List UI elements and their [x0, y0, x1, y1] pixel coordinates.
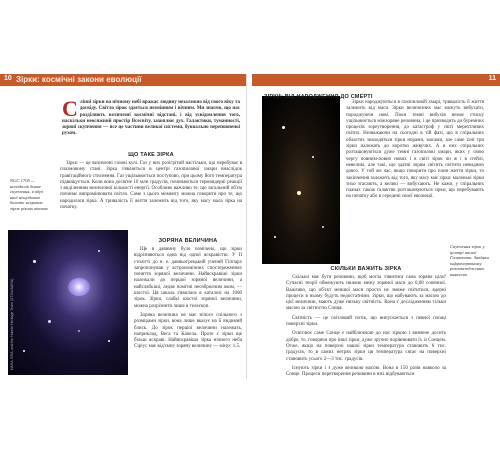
galaxy-core — [68, 278, 90, 296]
paragraph: Зірки — це величезні газові кулі. Газ у них розігрітий настільки, що перебуває в плазмовому стані. Зірка з'являється в центрі газопилової хмари внаслідок гравітаційного стиснення. Газ ущільнюється поступово, при цьому його температура підвищується. Коли вона досягне 10 млн градусів, починаються термоядерні реакції з виділенням величезної кількості енергії. Особливо важливо те, що загальний об'єм починає випромінювати світло. Саме з цього моменту можна говорити про те, що народилася зірка. А тривалість її життя залежить від того, яку масу мала зірка на початку. — [60, 161, 242, 211]
mass-column — [286, 262, 446, 381]
right-page — [252, 74, 500, 379]
star-dot — [297, 191, 301, 195]
magnitude-column — [134, 234, 242, 354]
right-header-bar — [252, 74, 500, 86]
star-dot — [274, 236, 276, 238]
star-dot — [312, 156, 314, 158]
chapter-title: Зірки: космічні закони еволюції — [16, 75, 142, 84]
intro-block — [62, 96, 240, 138]
left-page — [0, 74, 247, 379]
left-page-number: 10 — [4, 75, 12, 82]
section-title-mass: СКІЛЬКИ ВАЖИТЬ ЗІРКА — [330, 266, 402, 272]
book-spread — [0, 74, 500, 379]
paragraph: Зоряна величина не має нічого спільного з розмірами зірки, вона лише вказує на її видимий блиск. До зірок першої величини належать, наприклад, Вега та Капела. Проте є зірки ще більш яскраві. Найяскравіша зірка нічного неба Сіріус має від'ємну зоряну величину — мінус 1,5. — [134, 312, 242, 350]
star-dot — [98, 250, 100, 252]
right-page-number: 11 — [488, 75, 496, 82]
left-header-bar — [0, 74, 246, 86]
section-title-magnitude: ЗОРЯНА ВЕЛИЧИНА — [158, 238, 218, 244]
paragraph: Світність — це світловий потік, що випускається з певної площі поверхні зірки. — [286, 315, 446, 328]
section-title-what-is-star: ЩО ТАКЕ ЗІРКА — [128, 152, 174, 158]
left-image-caption: NGC 1705 — неподалік дивне скупчення, в ядрі якої нещодавно багато яскравих зірок різних вікових — [10, 178, 48, 211]
image-credit: NASA, ESA, and the Hubble Heritage Team (STScI/AURA) — [10, 278, 14, 370]
drop-cap: С — [62, 96, 78, 121]
section-title-birth-death: ЗІРКИ: ВІД НАРОДЖЕННЯ ДО СМЕРТІ — [264, 94, 373, 100]
star-cluster-image — [262, 96, 340, 264]
birth-death-text — [346, 100, 484, 204]
galaxy-image — [8, 230, 128, 375]
star-dot — [282, 126, 285, 129]
star-dot — [108, 340, 110, 342]
paragraph: Існують зірки і з дуже великою масою. Вона в 150 разів навколо за Сонце. Процеси перетворення речовини в них відбуваються — [286, 365, 446, 378]
star-dot — [78, 330, 80, 332]
left-main-column — [60, 148, 242, 214]
right-image-caption: Скупчення зірок у центрі нашої Галактики. Завдяки інфрачервоному розповсюдженню виявлено — [450, 244, 489, 277]
star-dot — [33, 260, 36, 263]
paragraph: Зірки народжуються в газопиловій хмарі, тривалість її життя залежить від маси. Зірки величезних мас можуть вибухати, породжуючи нові. Поки темні вибухів немає стиску ущільнюється міжзоряне речовина, і це призводить до буремних процесів зореутворення, до катастроф у світі мерехтливих світил. Незважаючи на сьогодні в тій фазі, що в спіральних областях знаходяться зірки норами, масами, але саме їхні три зірки належать до коротко живучих. А в них спіральних розташовуються дуже темні газопилові хмари, яких у свою чергу повним-повно нових і в світі зірок чи ж і в сгейлі, невеликі, але такі, що здатні зорям світить світити невидимо довго. У той же час, якщо говорити про плин життя зірки, то закінчення залежить від того, яку масу має зірка: маленькі зірки тихо згасають, а великі — вибухають. Не кажи, у спіральних планах також галактик розташовуються зірки, що перебувають на початку або в середині своєї еволюції. — [346, 100, 484, 200]
intro-text: ліпні зірки на нічному небі вражає людину незалежно від свого віку та досвіду. Світло зірок здається незмінним і вічним. Ми знаємо, що нас розділяють величезні космічні відстані, і від усвідомлення того, наскільки неосяжний простір Всесвіту, захоплює дух. Галактики, туманності, зоряні скупчення — все це частини великої системи, буквально переповненої рухом. — [62, 100, 240, 137]
star-dot — [48, 320, 51, 323]
paragraph: Скільки має бути речовини, щоб могла з'явитися сама зоряна ціла? Сучасні теорії обмежують нижню межу зоряної маси до 0,08 сонячної. Важливо, що об'єкт меншої маси просто не зможе світитися, ядерні процеси в ньому будуть недостатніми. Зірки, що набувають за масою до цієї величини, мають дуже низьку світність. Вона є дослідженням тільки масою за світністю Сонця. — [286, 275, 446, 312]
star-dot — [23, 350, 25, 352]
paragraph: Освітлює саме Сонце є найближчою до нас зіркою і вивчене досить добре, то, говорячи про інші зірки, дуже зручно порівнювати їх із Сонцем. Отже, якщо на поверхні нашої зірки температура становить 6 тис. градусів, то в самих нетрях зірки ця температура сягає на поверхні становить усього 2—3 тис. градусів. — [286, 331, 446, 362]
paragraph: Ще в давнину було помічено, що зірки відрізняються одна від одної яскравістю. У II столітті до н. е. давньогрецький учений Гіппарх запропонував у астрономічних спостереженнях поняття зоряної величини. Найяскравіші зірки належали до першої зоряної величини, а найслабкіші, ледве помітні неозброєним оком, — шостої. Ця шкала з'явилася в каталозі на 1000 зірок. Зірки, слабкі шостої зоряної величини, можна розрізнити лише в телескоп. — [134, 247, 242, 309]
star-dot — [322, 226, 324, 228]
